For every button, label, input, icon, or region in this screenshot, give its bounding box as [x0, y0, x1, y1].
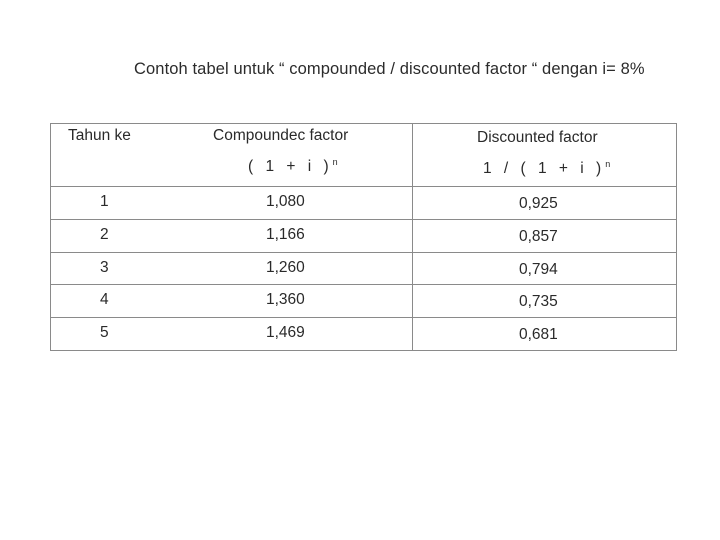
compounded-formula-base: ( 1 + i ) [248, 158, 333, 176]
year-value: 2 [100, 225, 109, 243]
row-right-cell [413, 219, 677, 252]
row-left-cell [51, 219, 413, 252]
row-right-cell [413, 252, 677, 285]
row-left-cell [51, 187, 413, 220]
compounded-formula [248, 157, 338, 176]
compounded-value: 1,166 [266, 225, 305, 243]
compounded-value: 1,360 [266, 291, 305, 309]
header-year: Tahun ke [68, 127, 131, 144]
year-value: 3 [100, 258, 109, 276]
table-row [51, 187, 677, 220]
header-discounted-factor: Discounted factor [477, 129, 598, 146]
table-header-row [51, 124, 677, 187]
document-title: Contoh tabel untuk “ compounded / discounted factor “ dengan i= 8% [134, 60, 645, 78]
discounted-value: 0,735 [519, 293, 558, 311]
header-compounded-factor: Compoundec factor [213, 127, 349, 144]
row-left-cell [51, 318, 413, 351]
table-row [51, 219, 677, 252]
row-right-cell [413, 187, 677, 220]
discounted-formula-exponent: n [605, 159, 611, 169]
table-row [51, 285, 677, 318]
compounded-value: 1,080 [266, 193, 305, 210]
compounded-formula-exponent: n [332, 157, 338, 167]
discounted-formula-base: 1 / ( 1 + i ) [483, 160, 606, 178]
table-row [51, 252, 677, 285]
compounded-value: 1,469 [266, 324, 305, 342]
row-left-cell [51, 285, 413, 318]
factor-table [50, 123, 677, 351]
year-value: 5 [100, 324, 109, 342]
discounted-value: 0,794 [519, 260, 558, 278]
header-cell-right [413, 124, 677, 187]
discounted-value: 0,857 [519, 227, 558, 245]
discounted-formula [483, 159, 610, 178]
row-right-cell [413, 285, 677, 318]
header-cell-left [51, 124, 413, 187]
table-row [51, 318, 677, 351]
compounded-value: 1,260 [266, 258, 305, 276]
year-value: 1 [100, 193, 109, 210]
row-right-cell [413, 318, 677, 351]
year-value: 4 [100, 291, 109, 309]
discounted-value: 0,925 [519, 195, 558, 212]
discounted-value: 0,681 [519, 326, 558, 344]
factor-table-container [50, 123, 676, 351]
row-left-cell [51, 252, 413, 285]
